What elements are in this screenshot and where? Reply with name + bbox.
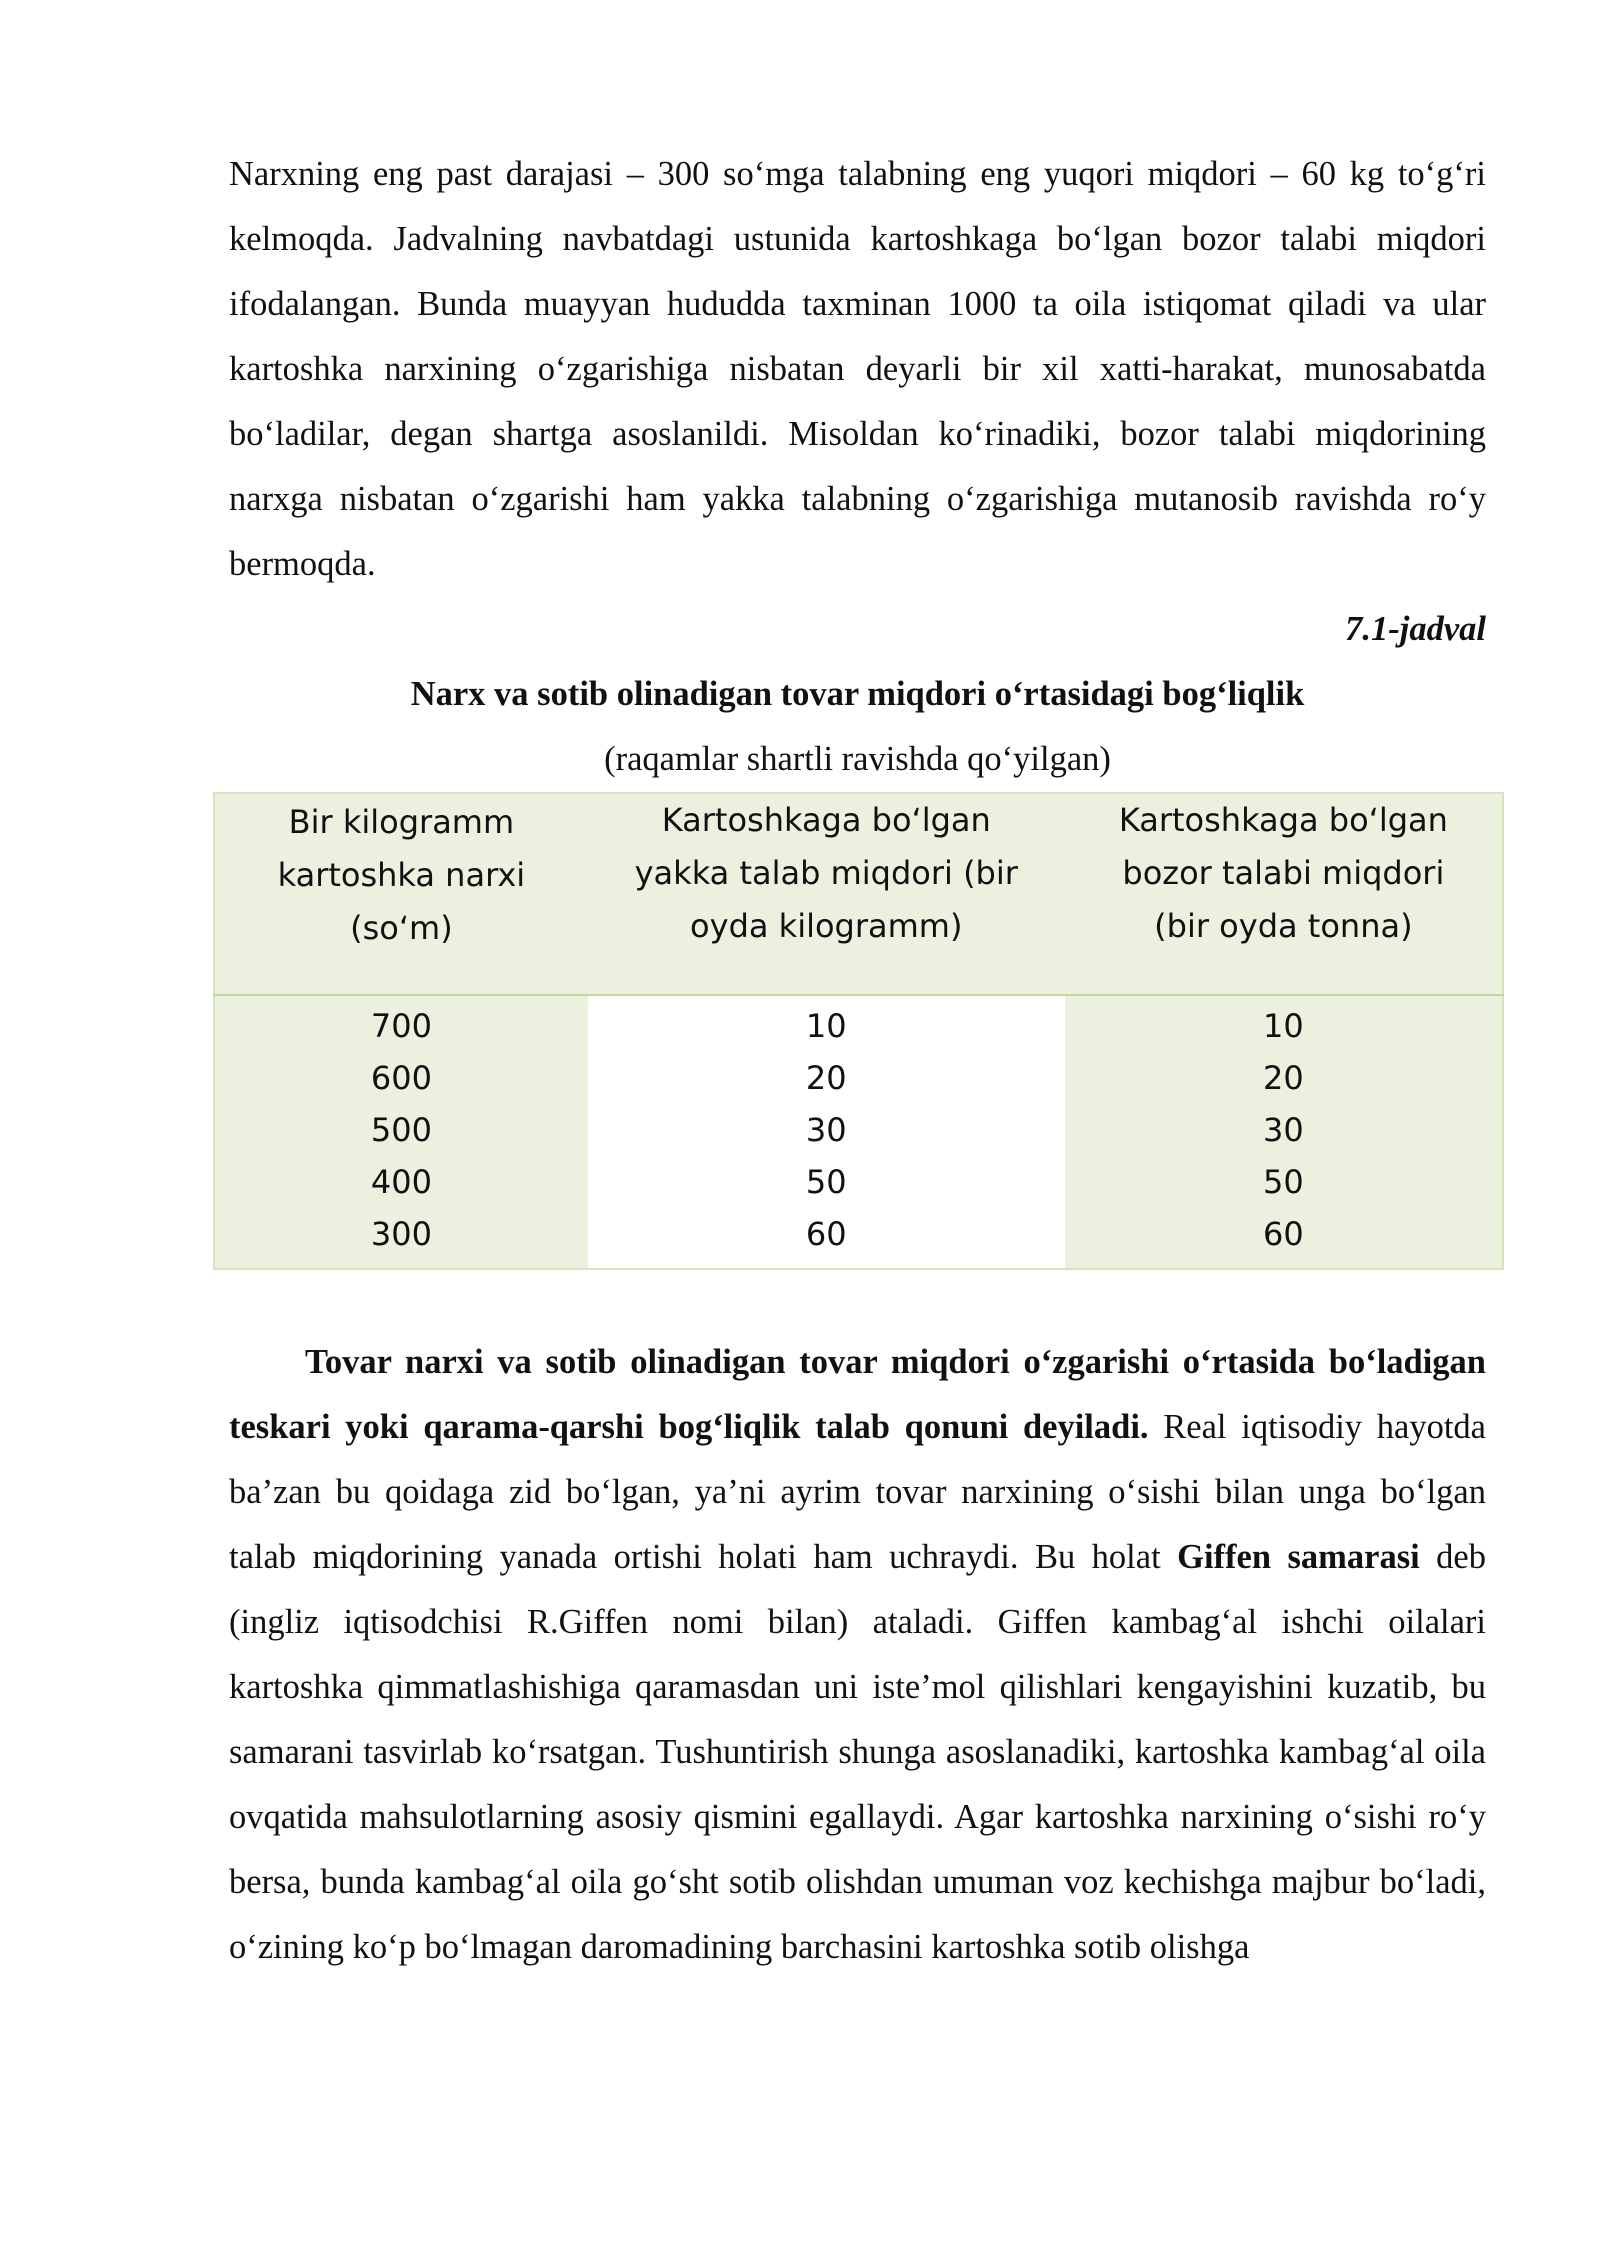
cell-individual: 30 bbox=[588, 1104, 1065, 1156]
cell-market: 20 bbox=[1065, 1052, 1503, 1104]
header-individual-demand: Kartoshkaga bo‘lgan yakka talab miqdori (bir oyda kilogramm) bbox=[588, 793, 1065, 995]
table-row bbox=[214, 1052, 1503, 1104]
table-row bbox=[214, 1104, 1503, 1156]
table-row bbox=[214, 995, 1503, 1052]
table-title: Narx va sotib olinadigan tovar miqdori o‘rtasidagi bog‘liqlik bbox=[410, 675, 1305, 713]
cell-price: 300 bbox=[214, 1208, 588, 1269]
paragraph-text-part-2: deb (ingliz iqtisodchisi R.Giffen nomi bilan) ataladi. Giffen kambag‘al ishchi oilalari kartoshka qimmatlashishiga qaramasdan uni iste’mol qilishlari kengayishini kuzatib, bu samarani tasvirlab ko‘rsatgan. Tushuntirish shunga asoslanadiki, kartoshka kambag‘al oila ovqatida mahsulotlarning asosiy qismini egallaydi. Agar kartoshka narxining o‘sishi ro‘y bersa, bunda kambag‘al oila go‘sht sotib olishdan umuman voz kechishga majbur bo‘ladi, o‘zining ko‘p bo‘lmagan daromadining barchasini kartoshka sotib olishga bbox=[229, 1538, 1486, 1966]
cell-individual: 10 bbox=[588, 995, 1065, 1052]
paragraph-text-part-1: Real iqtisodiy hayotda ba’zan bu qoidaga zid bo‘lgan, ya’ni ayrim tovar narxining o‘sishi bilan unga bo‘lgan talab miqdorining yanada ortishi holati ham uchraydi. Bu holat bbox=[229, 1408, 1486, 1576]
cell-price: 500 bbox=[214, 1104, 588, 1156]
header-market-demand: Kartoshkaga bo‘lgan bozor talabi miqdori (bir oyda tonna) bbox=[1065, 793, 1503, 995]
cell-individual: 60 bbox=[588, 1208, 1065, 1269]
header-price: Bir kilogramm kartoshka narxi (so‘m) bbox=[214, 793, 588, 995]
table-subtitle: (raqamlar shartli ravishda qo‘yilgan) bbox=[604, 740, 1111, 778]
cell-price: 400 bbox=[214, 1156, 588, 1208]
cell-market: 10 bbox=[1065, 995, 1503, 1052]
cell-market: 60 bbox=[1065, 1208, 1503, 1269]
paragraph-demand-law bbox=[229, 1330, 1486, 1980]
table-row bbox=[214, 1208, 1503, 1269]
cell-individual: 20 bbox=[588, 1052, 1065, 1104]
paragraph-intro: Narxning eng past darajasi – 300 so‘mga talabning eng yuqori miqdori – 60 kg to‘g‘ri kelmoqda. Jadvalning navbatdagi ustunida kartoshkaga bo‘lgan bozor talabi miqdori ifodalangan. Bunda muayyan hududda taxminan 1000 ta oila istiqomat qiladi va ular kartoshka narxining o‘zgarishiga nisbatan deyarli bir xil xatti-harakat, munosabatda bo‘ladilar, degan shartga asoslanildi. Misoldan ko‘rinadiki, bozor talabi miqdorining narxga nisbatan o‘zgarishi ham yakka talabning o‘zgarishiga mutanosib ravishda ro‘y bermoqda. bbox=[229, 155, 1486, 583]
giffen-effect-term: Giffen samarasi bbox=[1177, 1538, 1420, 1576]
table-header-row bbox=[214, 793, 1503, 995]
cell-market: 30 bbox=[1065, 1104, 1503, 1156]
table-number: 7.1-jadval bbox=[1345, 610, 1486, 648]
cell-individual: 50 bbox=[588, 1156, 1065, 1208]
demand-law-definition: Tovar narxi va sotib olinadigan tovar miqdori o‘zgarishi o‘rtasida bo‘ladigan teskari yoki qarama-qarshi bog‘liqlik talab qonuni deyiladi. bbox=[229, 1343, 1486, 1446]
cell-price: 700 bbox=[214, 995, 588, 1052]
price-demand-table bbox=[213, 792, 1504, 1270]
cell-market: 50 bbox=[1065, 1156, 1503, 1208]
table-row bbox=[214, 1156, 1503, 1208]
document-page bbox=[229, 142, 1486, 1980]
cell-price: 600 bbox=[214, 1052, 588, 1104]
